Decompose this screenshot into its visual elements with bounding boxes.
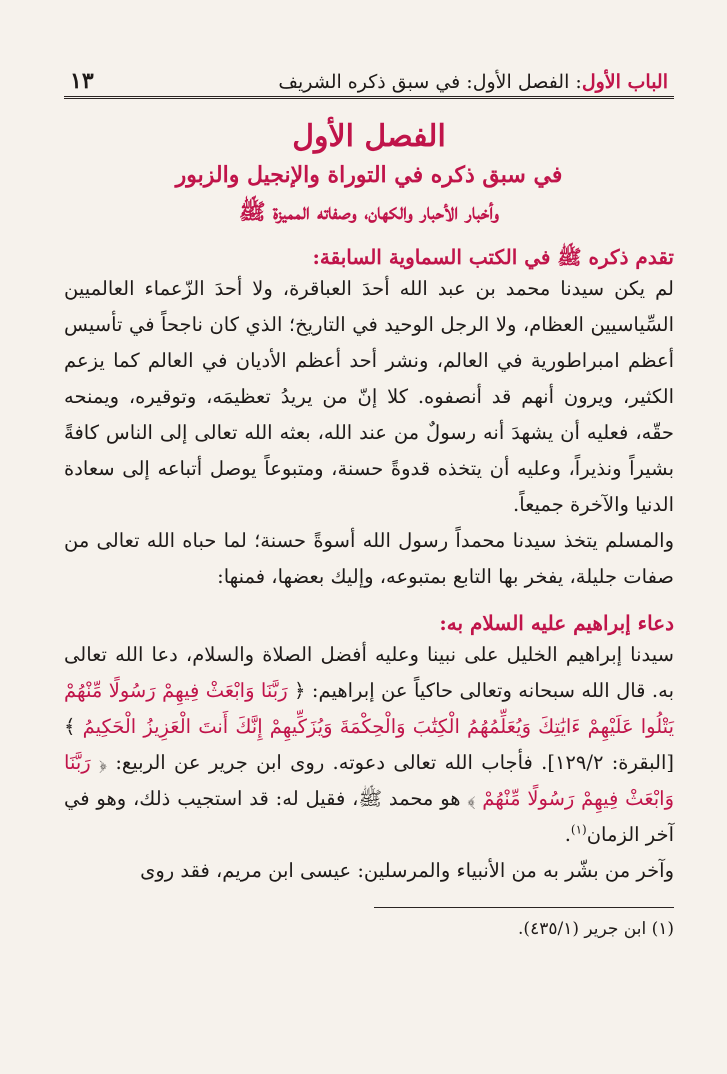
paragraph-isa: وآخر من بشّر به من الأنبياء والمرسلين: عيسى ابن مريم، فقد روى bbox=[140, 859, 674, 882]
running-title-bab: الباب الأول bbox=[581, 71, 668, 93]
ibrahim-text-a: سيدنا إبراهيم الخليل على نبينا وعليه أفضل الصلاة والسلام، دعا الله تعالى به. قال الله سبحانه وتعالى حاكياً عن إبراهيم: ﴿ bbox=[64, 643, 675, 702]
running-title bbox=[278, 73, 668, 92]
footnote-reference-1[interactable]: (١) bbox=[570, 822, 587, 837]
chapter-subtitle-line1: في سبق ذكره في التوراة والإنجيل والزبور bbox=[175, 162, 563, 188]
footnote-divider bbox=[374, 907, 674, 908]
ibrahim-text-end: . bbox=[564, 823, 571, 846]
running-title-chapter: : الفصل الأول: في سبق ذكره الشريف bbox=[278, 71, 582, 93]
ibrahim-text-b: ﴾ [البقرة: ١٢٩/٢]. فأجاب الله تعالى دعوته. روى ابن جرير عن الربيع: ﴿ bbox=[64, 715, 674, 774]
chapter-title: الفصل الأول bbox=[292, 119, 446, 154]
page bbox=[64, 52, 674, 1052]
section-heading-ibrahim-prayer: دعاء إبراهيم عليه السلام به: bbox=[439, 611, 674, 635]
paragraph-intro: لم يكن سيدنا محمد بن عبد الله أحدَ العباقرة، ولا أحدَ الزّعماء العالميين السِّياسيين العظام، ولا الرجل الوحيد في التاريخ؛ الذي كان ناجحاً في تأسيس أعظم امبراطورية في العالم، ونشر أحد أعظم الأديان في العالم كما يزعم الكثير، ويرون أنهم قد أنصفوه. كلا إنّ من يريدُ تعظيمَه، وتوقيره، ويمنحه حقّه، فعليه أن يشهدَ أنه رسولٌ من عند الله، بعثه الله تعالى إلى الناس كافةً بشيراً ونذيراً، وعليه أن يتخذه قدوةً حسنة، ومتبوعاً يوصل أتباعه إلى سعادة الدنيا والآخرة جميعاً. bbox=[64, 277, 674, 516]
running-header bbox=[64, 52, 674, 99]
paragraph-muslim-follows: والمسلم يتخذ سيدنا محمداً رسول الله أسوةً حسنة؛ لما حباه الله تعالى من صفات جليلة، يفخر بها التابع بمتبوعه، وإليك بعضها، فمنها: bbox=[64, 529, 674, 588]
quran-verse-short: رَبَّنَا وَابْعَثْ فِيهِمْ رَسُولًا مِّنْهُمْ bbox=[64, 751, 674, 810]
footnote-1: (١) ابن جرير (٤٣٥/١). bbox=[518, 919, 674, 939]
paragraph-ibrahim bbox=[64, 637, 674, 853]
page-number: ١٣ bbox=[70, 68, 94, 94]
ibrahim-text-c: ﴾ هو محمد ﷺ، فقيل له: قد استجيب ذلك، وهو في آخر الزمان bbox=[64, 787, 674, 846]
quran-verse-baqarah-129: رَبَّنَا وَابْعَثْ فِيهِمْ رَسُولًا مِّنْهُمْ يَتْلُوا عَلَيْهِمْ ءَايَٰتِكَ وَيُعَلِّمُهُمُ الْكِتَٰبَ وَالْحِكْمَةَ وَيُزَكِّيهِمْ إِنَّكَ أَنتَ الْعَزِيزُ الْحَكِيمُ bbox=[64, 679, 674, 738]
chapter-subtitle-line2: وأخبار الأحبار والكهان، وصفاته المميزة ﷺ bbox=[239, 199, 499, 225]
section-heading-previous-books: تقدم ذكره ﷺ في الكتب السماوية السابقة: bbox=[312, 245, 674, 269]
